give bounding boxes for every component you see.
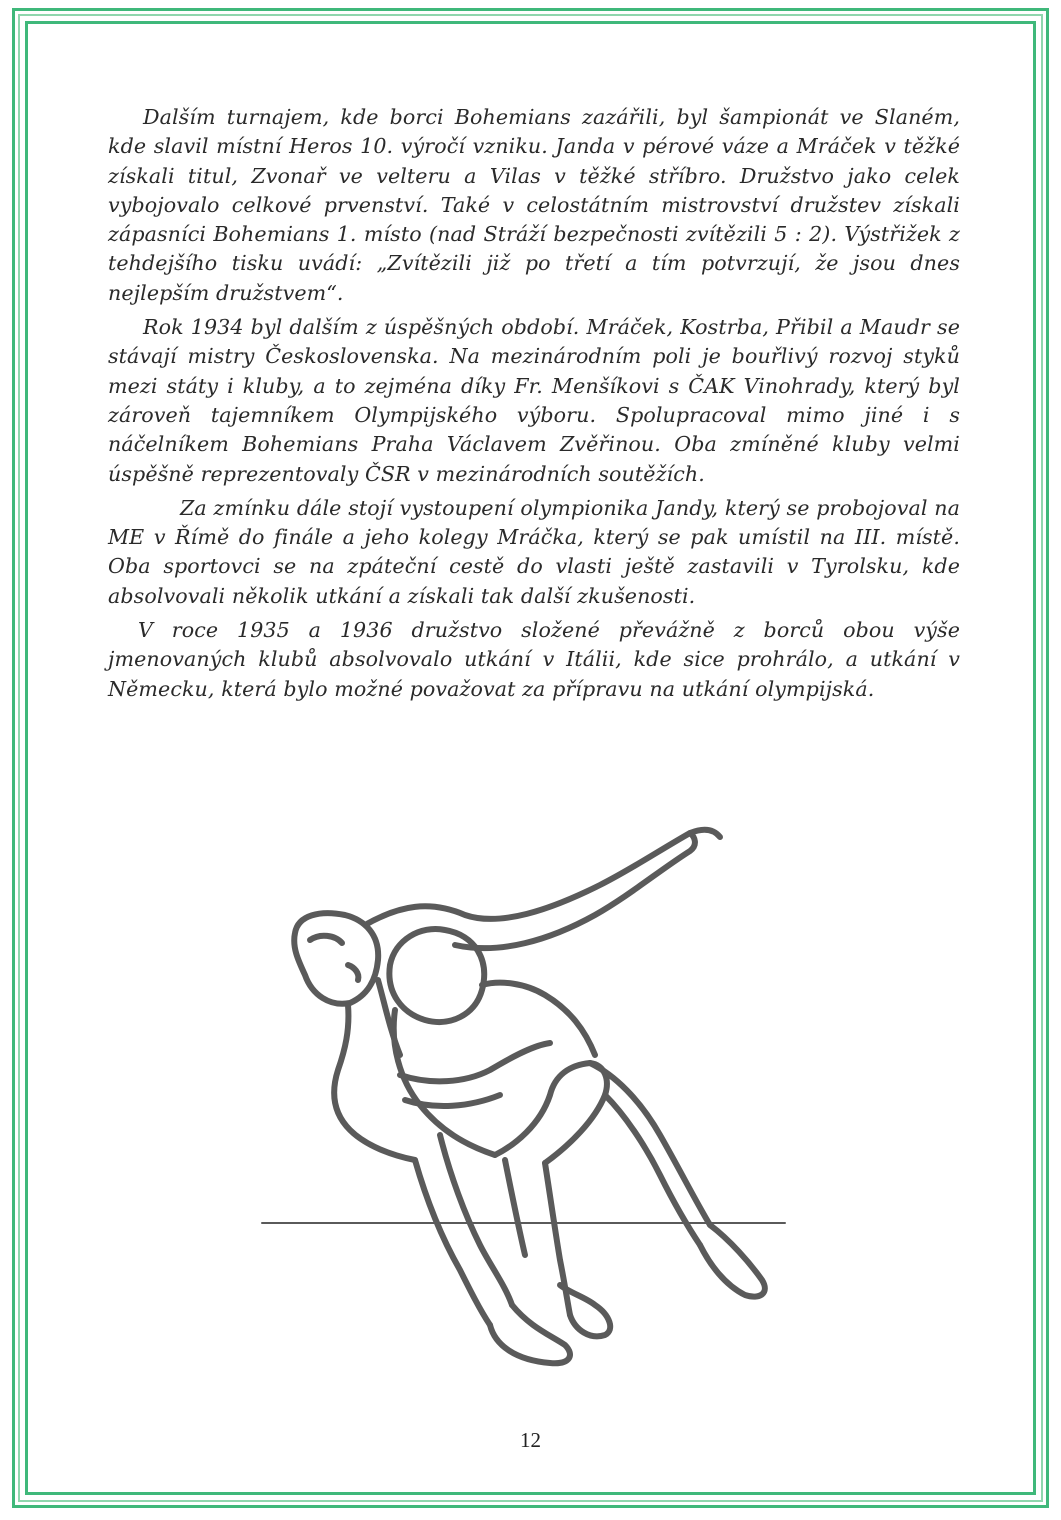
front-wrestler-shoe: [700, 1225, 765, 1297]
back-wrestler-shoe: [490, 1305, 570, 1363]
paragraph-4: V roce 1935 a 1936 družstvo složené převážně z borců obou výše jmenovaných klubů absolvovalo utkání v Itálii, kde sice prohrálo, a utkání v Německu, která bylo možné považovat za přípravu na utkání olympijská.: [108, 618, 960, 701]
front-wrestler-head: [389, 929, 484, 1022]
article-text: [108, 103, 960, 704]
front-wrestler-arm: [400, 1043, 550, 1081]
paragraph-3: Za zmínku dále stojí vystoupení olympionika Jandy, který se probojoval na ME v Římě do finále a jeho kolegy Mráčka, který se pak umístil na III. místě. Oba sportovci se na zpáteční cestě do vlasti ještě zastavili v Tyrolsku, kde absolvovali několik utkání a získali tak další zkušenosti.: [108, 495, 960, 608]
wrestlers-illustration: [250, 815, 810, 1375]
front-wrestler-trunks: [495, 1063, 607, 1163]
paragraph-1: Dalším turnajem, kde borci Bohemians zazářili, byl šampionát ve Slaném, kde slavil místní Heros 10. výročí vzniku. Janda v pérové váze a Mráček v těžké získali titul, Zvonař ve velteru a Vilas v těžké stříbro. Družstvo jako celek vybojovalo celkové prvenství. Také v celostátním mistrovství družstev získali zápasníci Bohemians 1. místo (nad Stráží bezpečnosti zvítězili 5 : 2). Výstřižek z tehdejšího tisku uvádí: „Zvítězili již po třetí a tím potvrzují, že jsou dnes nejlepším družstvem“.: [108, 105, 960, 305]
page-number: 12: [520, 1428, 541, 1452]
paragraph-2: Rok 1934 byl dalším z úspěšných období. Mráček, Kostrba, Přibil a Maudr se stávají mistry Československa. Na mezinárodním poli je bouřlivý rozvoj styků mezi státy i kluby, a to zejména díky Fr. Menšíkovi s ČAK Vinohrady, který byl zároveň tajemníkem Olympijského výboru. Spolupracoval mimo jiné i s náčelníkem Bohemians Praha Václavem Zvěřinou. Oba zmíněné kluby velmi úspěšně reprezentovaly ČSR v mezinárodních soutěžích.: [108, 315, 960, 486]
